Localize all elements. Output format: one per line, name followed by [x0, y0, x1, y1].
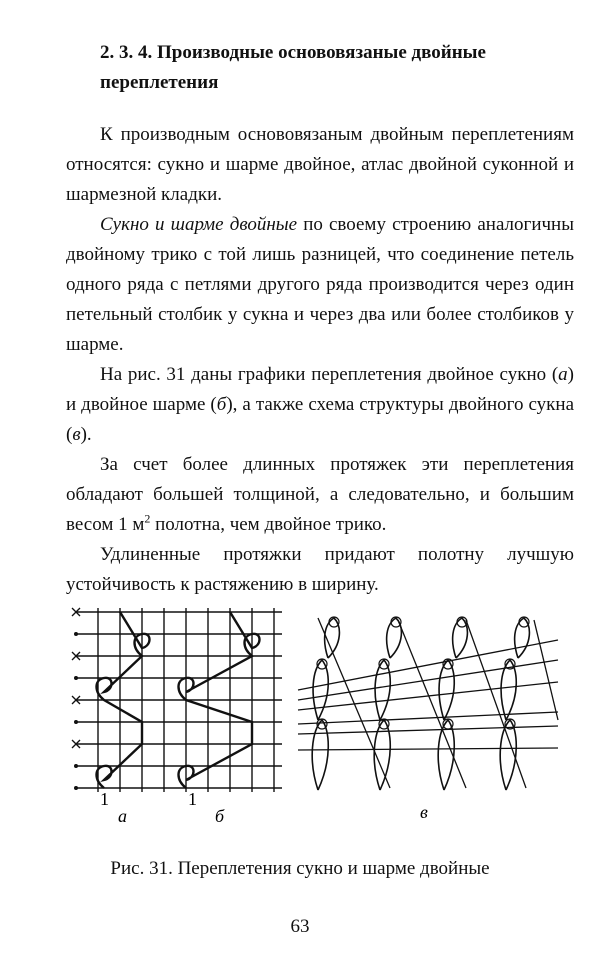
- paragraph-3-part-c: ), а также схема структуры двойного сукна (: [66, 394, 574, 445]
- label-b: б: [215, 806, 225, 826]
- page-number: 63: [290, 916, 310, 937]
- paragraph-4: [66, 450, 574, 540]
- row-marker-b: 1: [188, 789, 197, 809]
- paragraph-3-letter-c: в: [72, 424, 81, 445]
- paragraph-3-part-b: ) и двойное шарме (: [66, 364, 574, 415]
- body-text: [66, 120, 574, 600]
- paragraph-3: [66, 360, 574, 450]
- row-marker-a: 1: [100, 789, 109, 809]
- paragraph-3-part-a: На рис. 31 даны графики переплетения двойное сукно (: [100, 364, 559, 385]
- figure-31-drawing: [60, 600, 560, 830]
- paragraph-1: К производным основовязаным двойным переплетениям относятся: сукно и шарме двойное, атлас двойной суконной и шармезной кладки.: [66, 124, 574, 205]
- section-heading: [100, 38, 560, 98]
- paragraph-4-part-a: За счет более длинных протяжек эти переплетения обладают большей толщиной, а следовательно, и большим весом 1 м: [66, 454, 574, 535]
- structure-c-loops: [312, 618, 529, 790]
- section-heading-line2: переплетения: [100, 72, 219, 93]
- paragraph-3-part-d: ).: [80, 424, 92, 445]
- paragraph-3-letter-b: б: [216, 394, 227, 415]
- paragraph-2-rest: по своему строению аналогичны двойному трико с той лишь разницей, что соединение петель одного ряда с петлями другого ряда производится через один петельный столбик у сукна и через два или более столбиков у шарме.: [66, 214, 574, 355]
- figure-caption: Рис. 31. Переплетения сукно и шарме двойные: [110, 858, 490, 879]
- paragraph-2-italic: Сукно и шарме двойные: [100, 214, 298, 235]
- paragraph-2: [66, 210, 574, 360]
- grid-a-and-b: [76, 608, 282, 792]
- section-heading-line1: 2. 3. 4. Производные основовязаные двойные: [100, 42, 486, 63]
- paragraph-4-superscript: 2: [144, 511, 151, 526]
- label-a: а: [118, 806, 127, 826]
- paragraph-4-part-b: полотна, чем двойное трико.: [150, 514, 387, 535]
- label-c: в: [420, 802, 428, 822]
- figure-31: [60, 600, 560, 830]
- structure-c-small-rings: [317, 617, 529, 729]
- paragraph-3-letter-a: а: [558, 364, 568, 385]
- paragraph-5: Удлиненные протяжки придают полотну лучшую устойчивость к растяжению в ширину.: [66, 544, 574, 595]
